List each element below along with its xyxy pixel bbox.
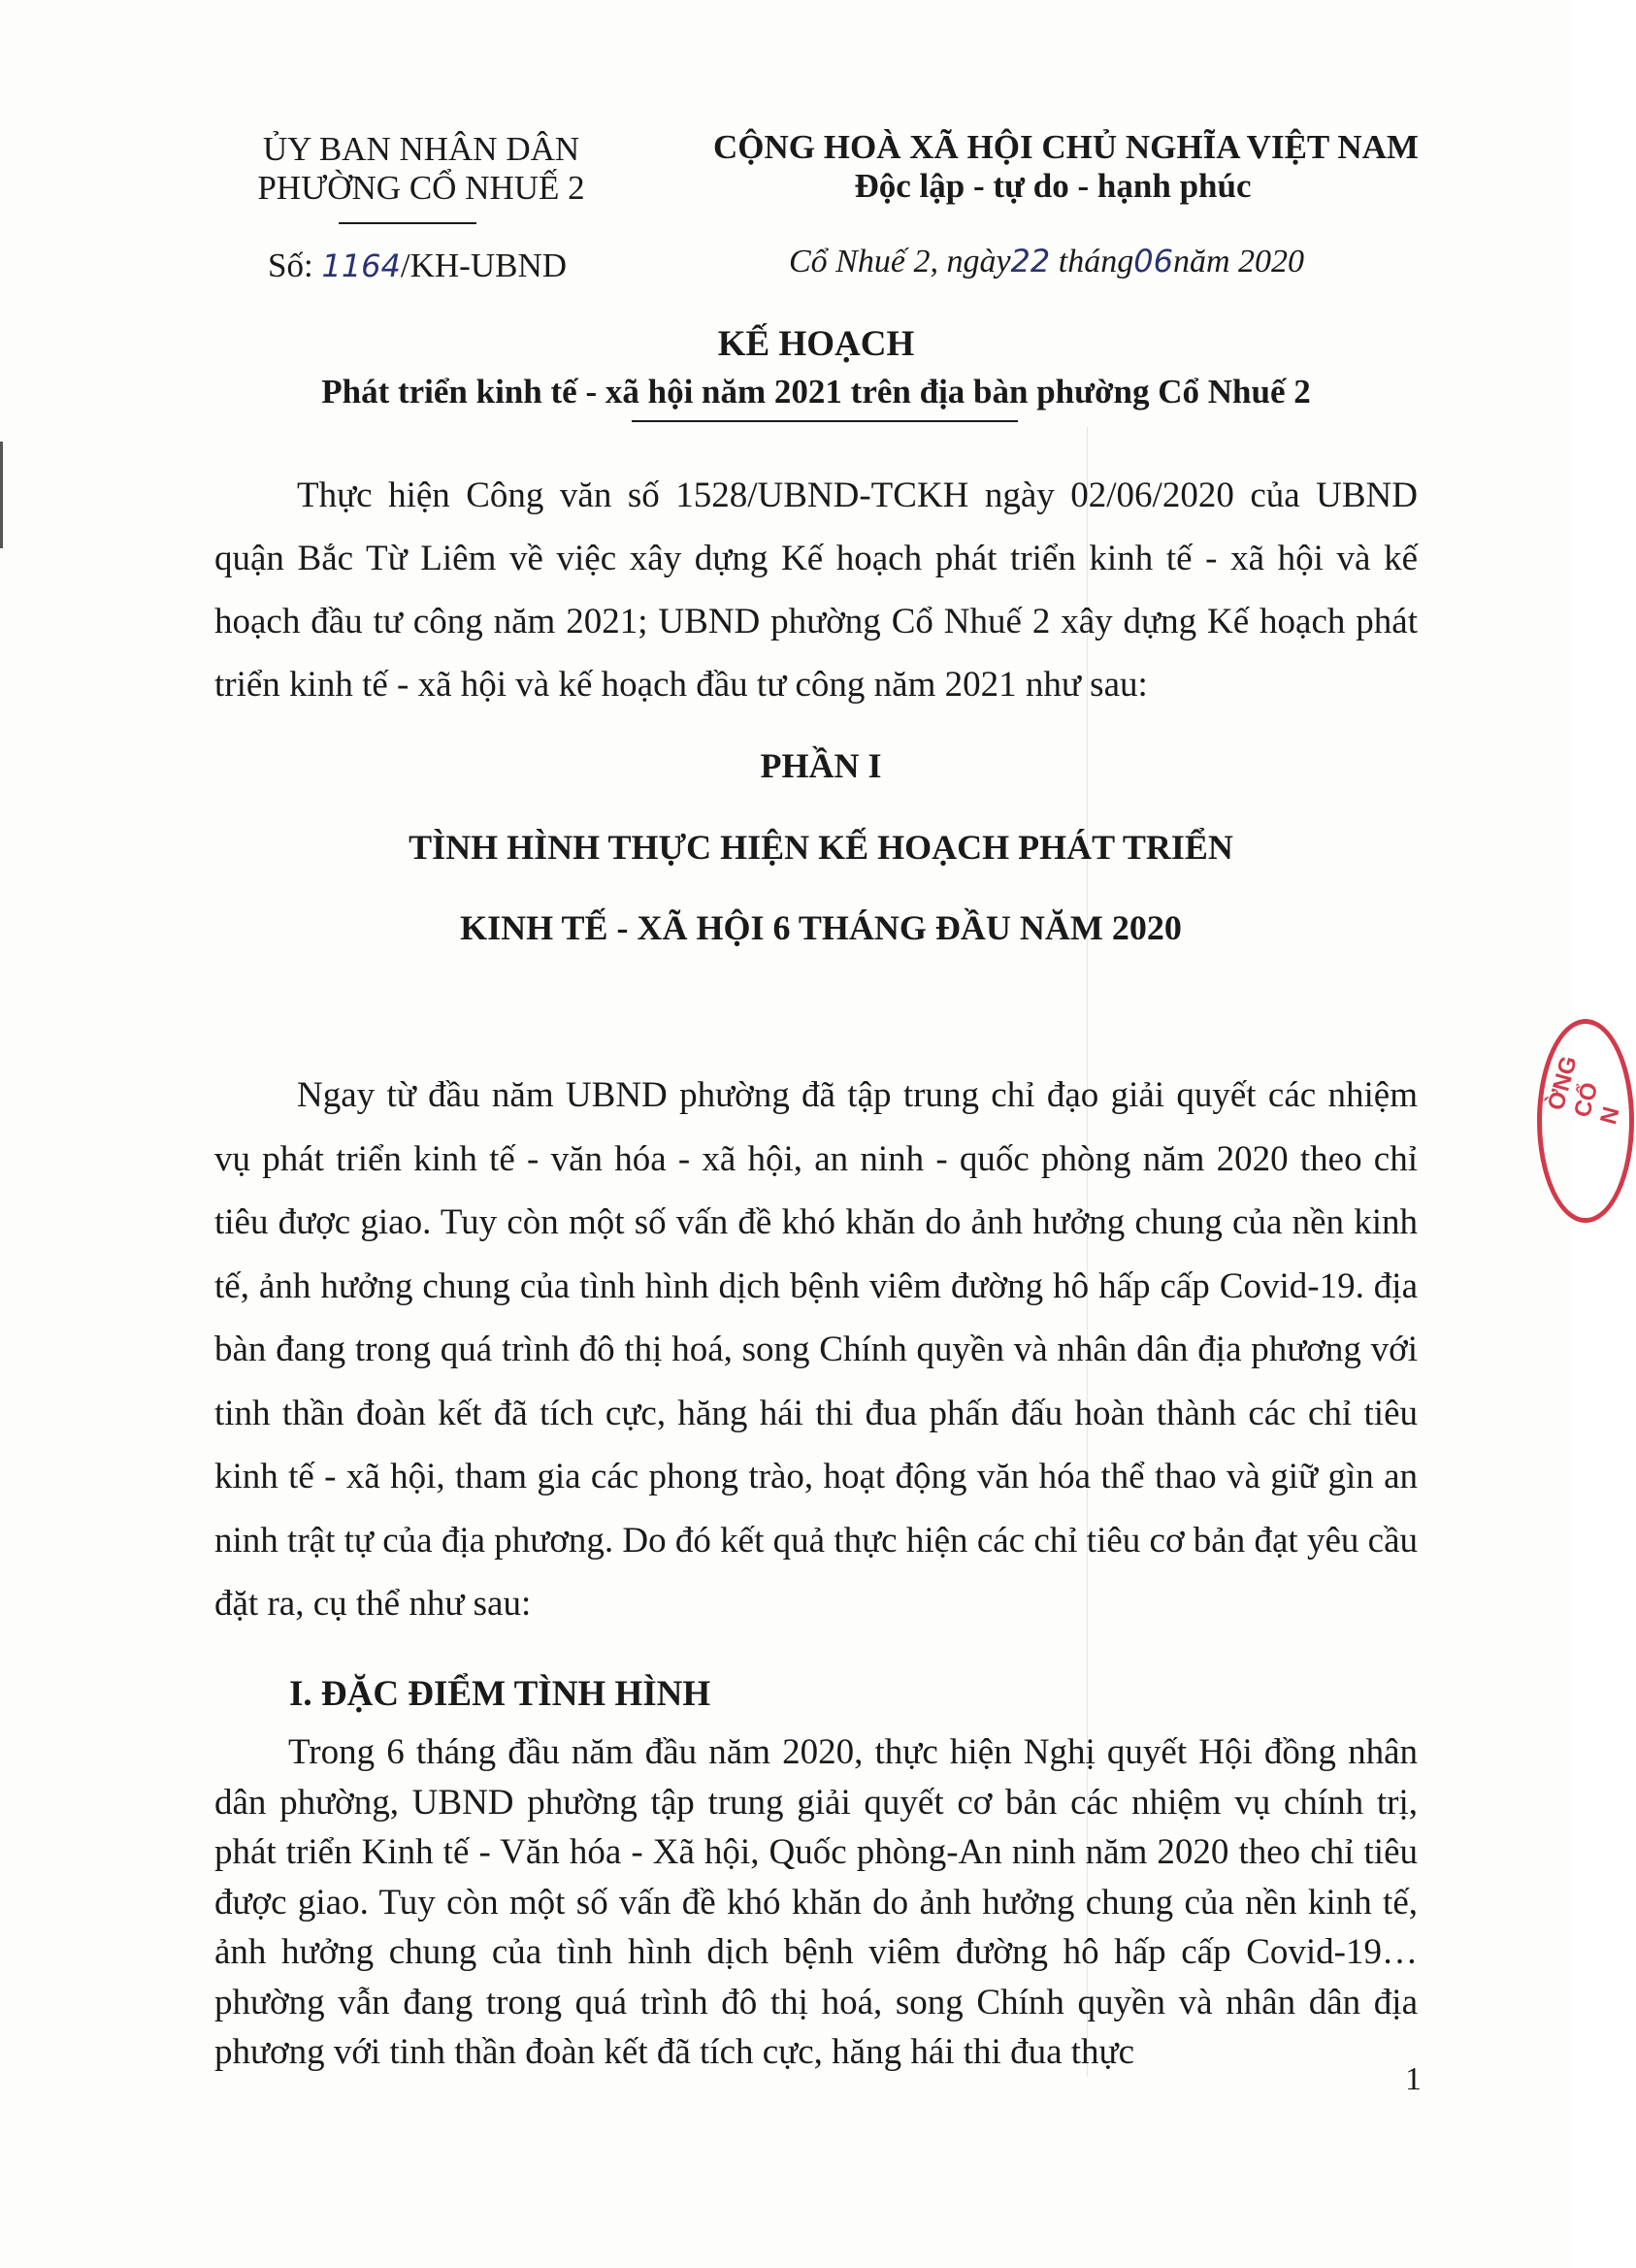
document-number: [268, 247, 567, 285]
intro-paragraph: Thực hiện Công văn số 1528/UBND-TCKH ngày 02/06/2020 của UBND quận Bắc Từ Liêm về việc xây dựng Kế hoạch phát triển kinh tế - xã hội và kế hoạch đầu tư công năm 2021; UBND phường Cổ Nhuế 2 xây dựng Kế hoạch phát triển kinh tế - xã hội và kế hoạch đầu tư công năm 2021 như sau:: [214, 476, 1418, 705]
org-name-line2: PHƯỜNG CỔ NHUẾ 2: [257, 169, 585, 207]
section-paragraph: Trong 6 tháng đầu năm đầu năm 2020, thực hiện Nghị quyết Hội đồng nhân dân phường, UBND phường tập trung giải quyết cơ bản các nhiệm vụ chính trị, phát triển Kinh tế - Văn hóa - Xã hội, Quốc phòng-An ninh năm 2020 theo chỉ tiêu được giao. Tuy còn một số vấn đề khó khăn do ảnh hưởng chung của nền kinh tế, ảnh hưởng chung của tình hình dịch bệnh viêm đường hô hấp cấp Covid-19… phường vẫn đang trong quá trình đô thị hoá, song Chính quyền và nhân dân địa phương với tinh thần đoàn kết đã tích cực, hăng hái thi đua thực: [214, 1732, 1418, 2072]
stamp-text: ỜNG CỔ N: [1543, 1053, 1625, 1128]
page-number: 1: [1405, 2061, 1422, 2097]
nation-motto: Độc lập - tự do - hạnh phúc: [854, 167, 1252, 205]
org-underline: [339, 222, 476, 224]
doc-number-prefix: Số:: [268, 247, 322, 284]
date-middle: tháng: [1050, 244, 1134, 279]
org-name-line1: ỦY BAN NHÂN DÂN: [262, 130, 580, 168]
doc-number-handwritten: 1164: [321, 247, 401, 284]
part-label: PHẦN I: [760, 746, 882, 785]
nation-name: CỘNG HOÀ XÃ HỘI CHỦ NGHĨA VIỆT NAM: [713, 128, 1419, 166]
doc-number-suffix: /KH-UBND: [400, 247, 567, 284]
main-paragraph: Ngay từ đầu năm UBND phường đã tập trung chỉ đạo giải quyết các nhiệm vụ phát triển kinh tế - văn hóa - xã hội, an ninh - quốc phòng năm 2020 theo chỉ tiêu được giao. Tuy còn một số vấn đề khó khăn do ảnh hưởng chung của nền kinh tế, ảnh hưởng chung của tình hình dịch bệnh viêm đường hô hấp cấp Covid-19. địa bàn đang trong quá trình đô thị hoá, song Chính quyền và nhân dân địa phương với tinh thần đoàn kết đã tích cực, hăng hái thi đua phấn đấu hoàn thành các chỉ tiêu kinh tế - xã hội, tham gia các phong trào, hoạt động văn hóa thể thao và giữ gìn an ninh trật tự của địa phương. Do đó kết quả thực hiện các chỉ tiêu cơ bản đạt yêu cầu đặt ra, cụ thể như sau:: [214, 1075, 1418, 1624]
date-month: 06: [1133, 243, 1173, 279]
scan-edge-mark: [0, 442, 3, 548]
document-date: [789, 243, 1304, 280]
part-title-line2: KINH TẾ - XÃ HỘI 6 THÁNG ĐẦU NĂM 2020: [460, 908, 1182, 947]
document-subtitle: Phát triển kinh tế - xã hội năm 2021 trên địa bàn phường Cổ Nhuế 2: [321, 373, 1311, 411]
title-underline: [632, 420, 1018, 422]
part-title-line1: TÌNH HÌNH THỰC HIỆN KẾ HOẠCH PHÁT TRIỂN: [409, 828, 1233, 867]
date-prefix: Cổ Nhuế 2, ngày: [789, 244, 1011, 279]
section-heading: I. ĐẶC ĐIỂM TÌNH HÌNH: [289, 1674, 711, 1714]
date-suffix: năm 2020: [1172, 244, 1304, 279]
date-day: 22: [1010, 243, 1051, 279]
document-title: KẾ HOẠCH: [717, 324, 915, 364]
